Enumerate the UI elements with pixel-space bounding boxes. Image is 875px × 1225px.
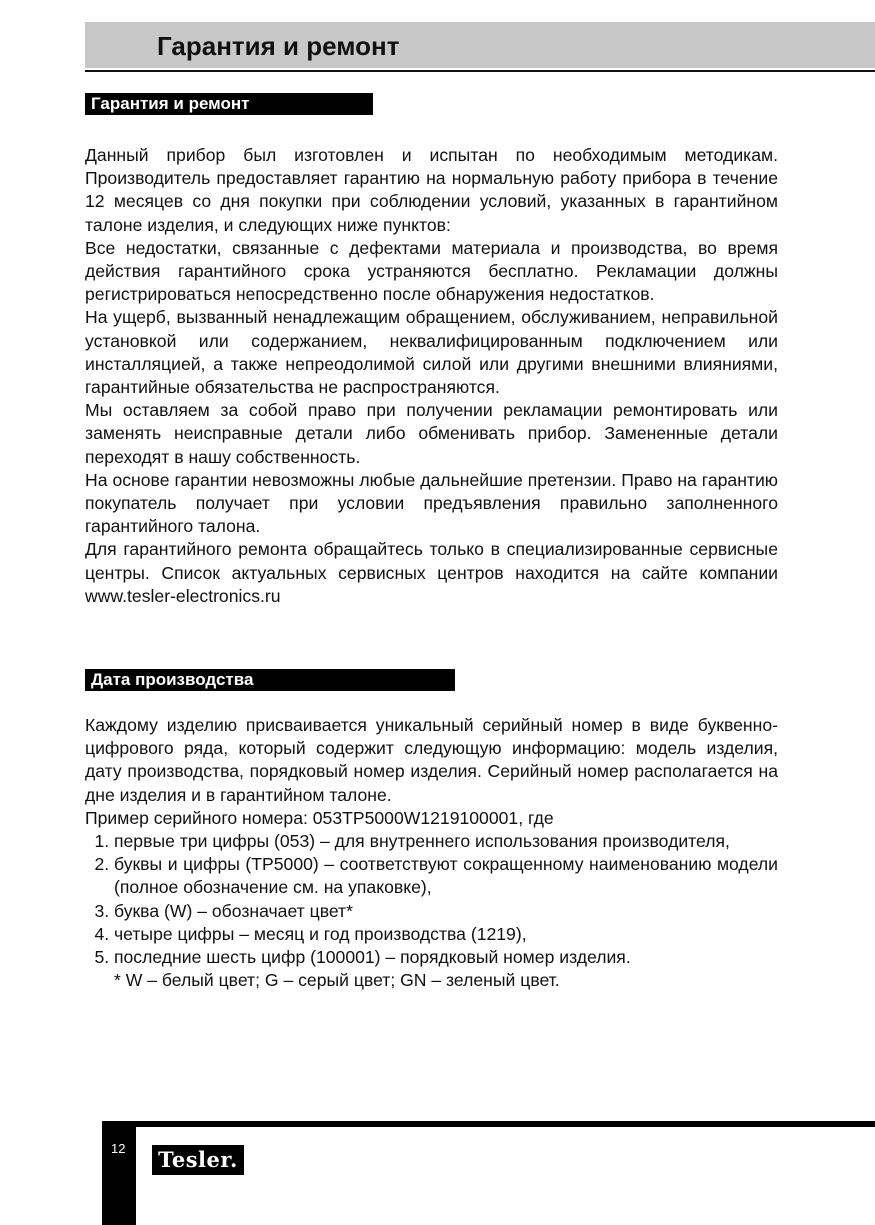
footer-rule	[102, 1121, 875, 1127]
page-title: Гарантия и ремонт	[157, 31, 400, 61]
paragraph: На основе гарантии невозможны любые дальнейшие претензии. Право на гарантию покупатель получает при условии предъявления правильно заполненного гарантийного талона.	[85, 469, 778, 537]
serial-number-list	[85, 830, 778, 969]
section-body-warranty	[85, 144, 778, 608]
paragraph: Для гарантийного ремонта обращайтесь только в специализированные сервисные центры. Список актуальных сервисных центров находится на сайте компании www.tesler-electronics.ru	[85, 539, 778, 606]
list-item: 3. буква (W) – обозначает цвет*	[114, 900, 778, 923]
section-body-production-date	[85, 714, 778, 992]
paragraph: Пример серийного номера: 053TP5000W1219100001, где	[85, 807, 554, 828]
list-item: 4. четыре цифры – месяц и год производства (1219),	[114, 923, 778, 946]
color-footnote: * W – белый цвет; G – серый цвет; GN – зеленый цвет.	[114, 970, 560, 991]
paragraph: Мы оставляем за собой право при получении рекламации ремонтировать или заменять неисправные детали либо обменивать прибор. Замененные детали переходят в нашу собственность.	[85, 400, 778, 467]
paragraph: Все недостатки, связанные с дефектами материала и производства, во время действия гарантийного срока устраняются бесплатно. Рекламации должны регистрироваться непосредственно после обнаружения недостатков.	[85, 237, 778, 305]
paragraph: Данный прибор был изготовлен и испытан по необходимым методикам. Производитель предоставляет гарантию на нормальную работу прибора в течение 12 месяцев со дня покупки при соблюдении условий, указанных в гарантийном талоне изделия, и следующих ниже пунктов:	[85, 145, 778, 235]
list-item: 2. буквы и цифры (TP5000) – соответствуют сокращенному наименованию модели (полное обозначение см. на упаковке),	[114, 853, 778, 899]
list-item: 1. первые три цифры (053) – для внутреннего использования производителя,	[114, 830, 778, 853]
list-item: 5. последние шесть цифр (100001) – порядковый номер изделия.	[114, 946, 778, 969]
section-heading-warranty: Гарантия и ремонт	[85, 93, 373, 115]
paragraph: Каждому изделию присваивается уникальный серийный номер в виде буквенно-цифрового ряда, который содержит следующую информацию: модель изделия, дату производства, порядковый номер изделия. Серийный номер располагается на дне изделия и в гарантийном талоне.	[85, 715, 778, 805]
page-number: 12	[111, 1141, 126, 1156]
paragraph: На ущерб, вызванный ненадлежащим обращением, обслуживанием, неправильной установкой или содержанием, неквалифицированным подключением или инсталляцией, а также непреодолимой силой или другими внешними влияниями, гарантийные обязательства не распространяются.	[85, 307, 778, 398]
tesler-logo: Tesler.	[152, 1145, 244, 1175]
section-heading-production-date: Дата производства	[85, 669, 455, 691]
header-rule	[85, 70, 875, 72]
